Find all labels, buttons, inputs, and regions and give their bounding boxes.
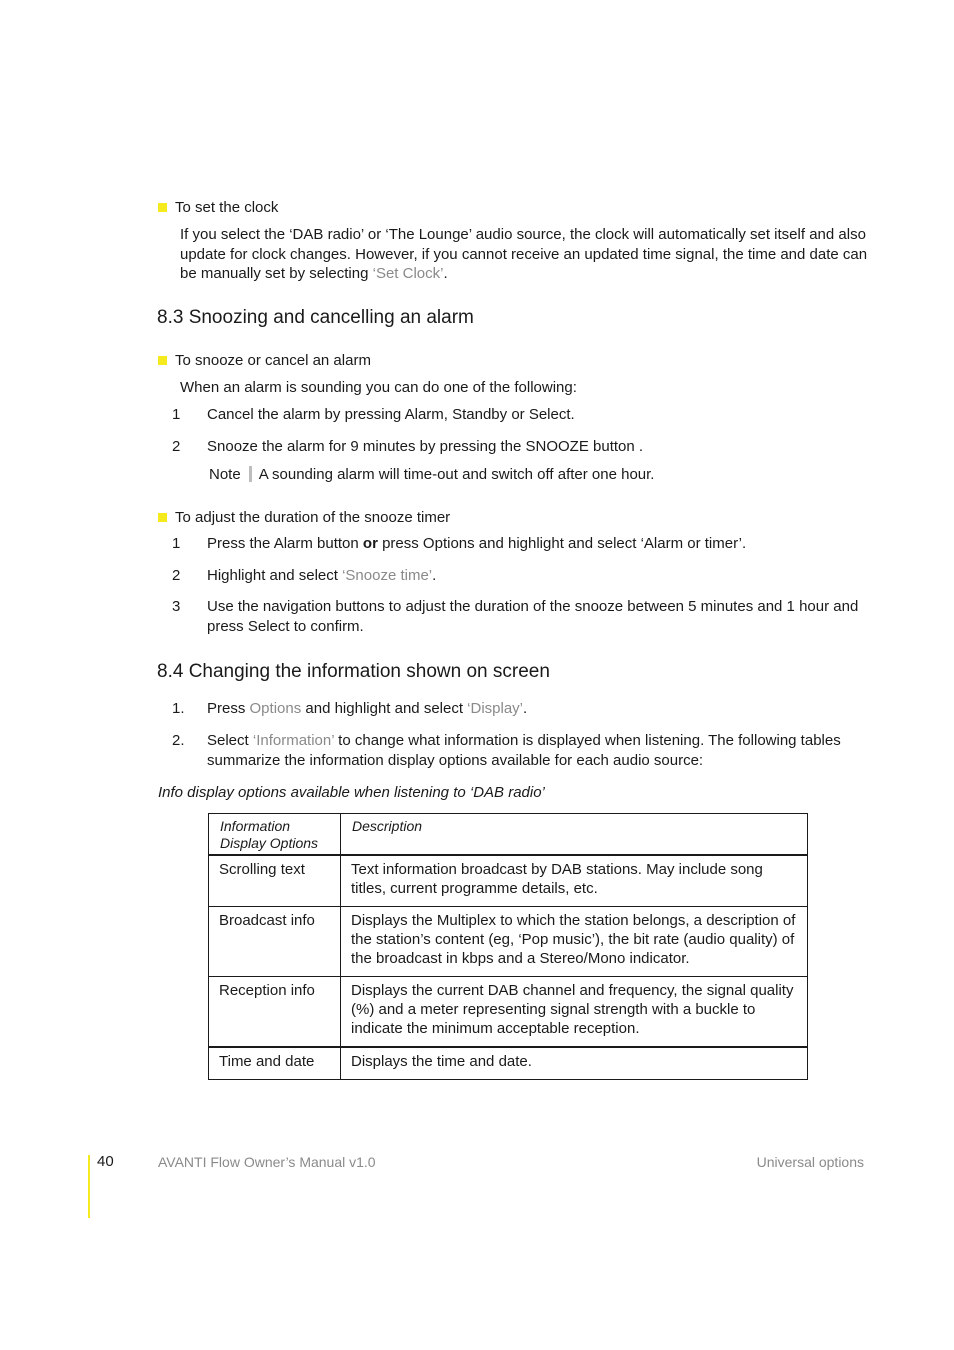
manual-title: AVANTI Flow Owner’s Manual v1.0 [158,1154,376,1170]
table-caption: Info display options available when listening to ‘DAB radio’ [158,784,545,801]
step-text-part: Highlight and select [207,567,343,584]
information-link: ‘Information’ [252,732,335,749]
table-cell-option: Scrolling text [209,855,341,907]
table-cell-option: Broadcast info [209,907,341,977]
step-text-part: Select [207,732,253,749]
bullet-square-icon [158,513,167,522]
clock-heading: To set the clock [175,199,279,216]
step-text-part: . [523,700,528,717]
note-text: A sounding alarm will time-out and switch off after one hour. [258,466,655,483]
table-row [209,977,808,1048]
table-cell-option: Reception info [209,977,341,1048]
step-text [207,731,847,770]
display-link: ‘Display’ [467,700,524,717]
table-row [209,855,808,907]
step-text-bold: or [362,535,378,552]
step-number: 3 [172,598,181,615]
step-number: 1. [172,700,185,717]
table-row [209,1047,808,1080]
step-number: 2. [172,732,185,749]
table-cell-description: Displays the Multiplex to which the station belongs, a description of the station’s content (eg, ‘Pop music’), the bit rate (audio quality) of the broadcast in kbps and a Stereo/Mono indicator. [341,907,808,977]
table-cell-option: Time and date [209,1047,341,1080]
snooze-time-link: ‘Snooze time’ [342,567,433,584]
section-8-3-title: 8.3 Snoozing and cancelling an alarm [157,307,474,328]
step-number: 1 [172,406,181,423]
step-text-part: Press [207,700,250,717]
note-label: Note [209,466,241,483]
step-text: Use the navigation buttons to adjust the duration of the snooze between 5 minutes and 1 hour and press Select to confirm. [207,598,859,635]
step-text [207,534,746,554]
page-number: 40 [97,1153,114,1170]
step-text-part: to change what information is displayed when listening. The following tables summarize the information display options available for each audio source: [207,732,841,769]
section-name: Universal options [756,1154,864,1170]
step-text [207,699,527,719]
step-text-part: and highlight and select [301,700,468,717]
note-divider [249,466,252,482]
clock-paragraph-end: . [443,265,448,282]
step-text-part: Press the Alarm button [207,535,363,552]
section-8-4-title: 8.4 Changing the information shown on screen [157,661,550,682]
table-cell-description: Displays the time and date. [341,1047,808,1080]
snooze-duration-heading: To adjust the duration of the snooze timer [175,509,451,526]
footer-accent-bar [88,1155,90,1218]
table-header-cell: Description [341,814,808,856]
bullet-square-icon [158,356,167,365]
step-number: 1 [172,535,181,552]
step-text: Snooze the alarm for 9 minutes by pressing the SNOOZE button . [207,438,644,455]
step-text: Cancel the alarm by pressing Alarm, Standby or Select. [207,406,575,423]
table-header-cell: Information Display Options [209,814,341,856]
step-text-part: . [432,567,437,584]
table-row [209,907,808,977]
step-number: 2 [172,438,181,455]
table-cell-description: Text information broadcast by DAB stations. May include song titles, current programme details, etc. [341,855,808,907]
info-display-table [208,813,808,1080]
table-cell-description: Displays the current DAB channel and frequency, the signal quality (%) and a meter representing signal strength with a buckle to indicate the minimum acceptable reception. [341,977,808,1048]
step-text [207,566,436,586]
note [209,465,654,485]
clock-paragraph-text: If you select the ‘DAB radio’ or ‘The Lounge’ audio source, the clock will automatically set itself and also update for clock changes. However, if you cannot receive an updated time signal, the time and date can be manually set by selecting [180,226,868,282]
options-link: Options [249,700,302,717]
set-clock-link: ‘Set Clock’ [372,265,444,282]
snooze-intro: When an alarm is sounding you can do one of the following: [180,379,577,396]
snooze-heading: To snooze or cancel an alarm [175,352,371,369]
step-text-part: press Options and highlight and select ‘Alarm or timer’. [377,535,747,552]
bullet-square-icon [158,203,167,212]
step-number: 2 [172,567,181,584]
clock-paragraph [180,225,870,284]
table-header-row [209,814,808,856]
